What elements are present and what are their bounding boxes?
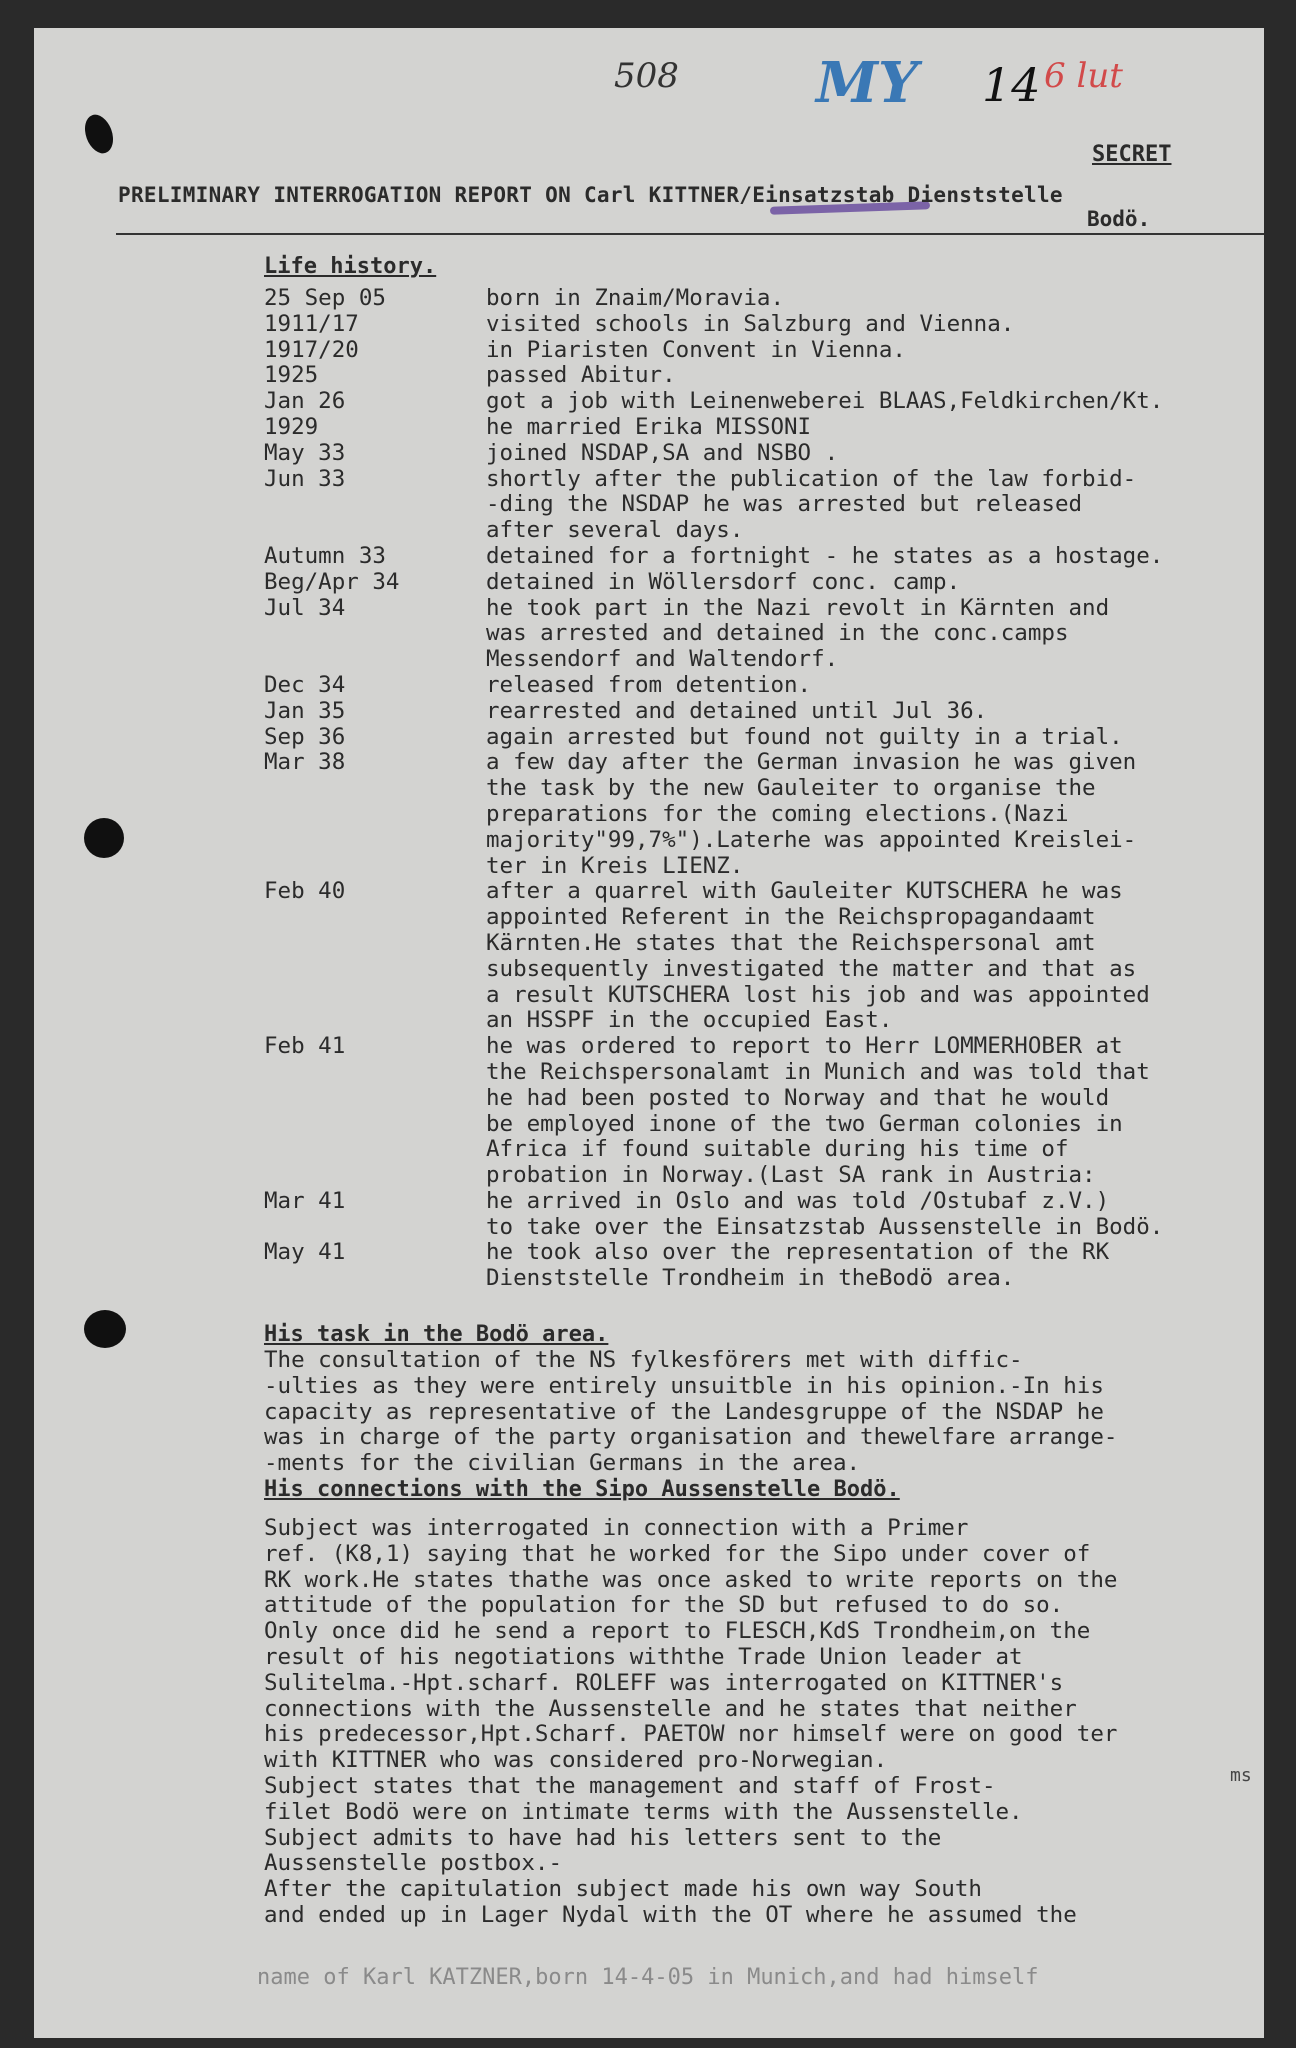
timeline-text-line: detained in Wöllersdorf conc. camp. bbox=[486, 568, 961, 595]
timeline-entry bbox=[264, 570, 1264, 596]
timeline-entry bbox=[264, 1240, 1264, 1292]
margin-note: ms bbox=[1230, 1765, 1252, 1786]
timeline-text-line: he took part in the Nazi revolt in Kärnten and bbox=[486, 594, 1110, 621]
timeline-text bbox=[486, 570, 1264, 596]
timeline-text bbox=[486, 673, 1264, 699]
timeline-entry bbox=[264, 415, 1264, 441]
timeline-text-line: probation in Norway.(Last SA rank in Austria: bbox=[486, 1162, 1096, 1189]
text-line: with KITTNER who was considered pro-Norwegian. bbox=[264, 1747, 888, 1774]
text-line: Subject admits to have had his letters sent to the bbox=[264, 1824, 942, 1851]
timeline-text-line: visited schools in Salzburg and Vienna. bbox=[486, 310, 1015, 337]
timeline-text bbox=[486, 338, 1264, 364]
text-line: and ended up in Lager Nydal with the OT where he assumed the bbox=[264, 1901, 1077, 1928]
timeline-text-line: Kärnten.He states that the Reichspersonal amt bbox=[486, 929, 1096, 956]
timeline-text-line: the Reichspersonalamt in Munich and was told that bbox=[486, 1058, 1150, 1085]
timeline-text-line: preparations for the coming elections.(Nazi bbox=[486, 800, 1069, 827]
timeline-entry bbox=[264, 363, 1264, 389]
punch-hole-top bbox=[80, 111, 118, 157]
timeline-date: May 33 bbox=[264, 439, 346, 466]
task-section-heading: His task in the Bodö area. bbox=[264, 1322, 609, 1347]
text-line: After the capitulation subject made his own way South bbox=[264, 1876, 982, 1903]
timeline-text-line: again arrested but found not guilty in a trial. bbox=[486, 723, 1123, 750]
timeline-text-line: subsequently investigated the matter and that as bbox=[486, 955, 1137, 982]
life-history-heading: Life history. bbox=[264, 254, 437, 279]
text-line: connections with the Aussenstelle and he states that neither bbox=[264, 1695, 1077, 1722]
text-line: result of his negotiations withthe Trade Union leader at bbox=[264, 1643, 1023, 1670]
timeline-text bbox=[486, 363, 1264, 389]
punch-hole-bottom bbox=[84, 1310, 126, 1348]
timeline-text-line: -ding the NSDAP he was arrested but released bbox=[486, 491, 1083, 518]
timeline-entry bbox=[264, 312, 1264, 338]
timeline-text bbox=[486, 441, 1264, 467]
timeline-text-line: he had been posted to Norway and that he would bbox=[486, 1084, 1110, 1111]
connections-section-text bbox=[264, 1516, 1264, 1929]
timeline-date: Autumn 33 bbox=[264, 542, 386, 569]
timeline-entry bbox=[264, 544, 1264, 570]
text-line: Sulitelma.-Hpt.scharf. ROLEFF was interrogated on KITTNER's bbox=[264, 1669, 1064, 1696]
timeline-text-line: Messendorf and Waltendorf. bbox=[486, 646, 839, 673]
timeline-entry bbox=[264, 338, 1264, 364]
timeline-entry bbox=[264, 725, 1264, 751]
timeline-text-line: majority"99,7%").Laterhe was appointed Kreislei- bbox=[486, 826, 1137, 853]
timeline-date: 25 Sep 05 bbox=[264, 285, 386, 311]
timeline-text bbox=[486, 389, 1264, 415]
timeline-date: Dec 34 bbox=[264, 671, 346, 698]
timeline-date: 1911/17 bbox=[264, 310, 359, 337]
timeline-text-line: after a quarrel with Gauleiter KUTSCHERA he was bbox=[486, 878, 1123, 905]
text-line: ref. (K8,1) saying that he worked for the Sipo under cover of bbox=[264, 1540, 1091, 1567]
timeline-text bbox=[486, 467, 1264, 544]
timeline-date: 1925 bbox=[264, 362, 319, 389]
connections-section-heading: His connections with the Sipo Aussenstelle Bodö. bbox=[264, 1477, 900, 1502]
classification-stamp: SECRET bbox=[1092, 142, 1172, 167]
timeline-text-line: he arrived in Oslo and was told /Ostubaf z.V.) bbox=[486, 1187, 1110, 1214]
timeline-entry bbox=[264, 441, 1264, 467]
timeline-text bbox=[486, 286, 1264, 312]
timeline-text bbox=[486, 699, 1264, 725]
document-page bbox=[34, 28, 1264, 2038]
timeline-text-line: detained for a fortnight - he states as a hostage. bbox=[486, 542, 1164, 569]
punch-hole-middle bbox=[84, 818, 124, 858]
timeline-date: Feb 40 bbox=[264, 878, 346, 905]
timeline-text-line: passed Abitur. bbox=[486, 362, 676, 389]
timeline-text-line: he married Erika MISSONI bbox=[486, 413, 812, 440]
timeline-date: Jan 26 bbox=[264, 388, 346, 415]
task-section-text bbox=[264, 1348, 1264, 1477]
timeline-text bbox=[486, 544, 1264, 570]
life-history-timeline bbox=[264, 286, 1264, 1292]
timeline-date: Sep 36 bbox=[264, 723, 346, 750]
timeline-date: May 41 bbox=[264, 1239, 346, 1266]
timeline-text-line: the task by the new Gauleiter to organise the bbox=[486, 775, 1096, 802]
timeline-text bbox=[486, 1189, 1264, 1241]
timeline-text bbox=[486, 725, 1264, 751]
handwritten-blue-initials: MY bbox=[816, 50, 918, 116]
timeline-text-line: appointed Referent in the Reichspropagandaamt bbox=[486, 904, 1096, 931]
handwritten-number-508: 508 bbox=[614, 56, 679, 96]
handwritten-red-note: 6 lut bbox=[1044, 56, 1123, 96]
timeline-text-line: to take over the Einsatzstab Aussenstelle in Bodö. bbox=[486, 1213, 1164, 1240]
timeline-entry bbox=[264, 389, 1264, 415]
handwritten-number-14: 14 bbox=[982, 58, 1041, 112]
text-line: Only once did he send a report to FLESCH,KdS Trondheim,on the bbox=[264, 1618, 1091, 1645]
text-line: RK work.He states thathe was once asked to write reports on the bbox=[264, 1566, 1118, 1593]
timeline-entry bbox=[264, 879, 1264, 1034]
timeline-text-line: Dienststelle Trondheim in theBodö area. bbox=[486, 1265, 1015, 1292]
timeline-text bbox=[486, 1034, 1264, 1189]
timeline-text-line: rearrested and detained until Jul 36. bbox=[486, 697, 988, 724]
title-divider bbox=[116, 233, 1264, 235]
timeline-text-line: an HSSPF in the occupied East. bbox=[486, 1007, 893, 1034]
timeline-text bbox=[486, 312, 1264, 338]
timeline-entry bbox=[264, 596, 1264, 673]
timeline-date: Feb 41 bbox=[264, 1033, 346, 1060]
timeline-text bbox=[486, 596, 1264, 673]
timeline-entry bbox=[264, 673, 1264, 699]
text-line: his predecessor,Hpt.Scharf. PAETOW nor himself were on good ter bbox=[264, 1721, 1118, 1748]
text-line: capacity as representative of the Landesgruppe of the NSDAP he bbox=[264, 1398, 1104, 1425]
timeline-text bbox=[486, 879, 1264, 1034]
timeline-entry bbox=[264, 1189, 1264, 1241]
timeline-text-line: was arrested and detained in the conc.camps bbox=[486, 620, 1069, 647]
timeline-date: 1929 bbox=[264, 413, 319, 440]
timeline-text-line: in Piaristen Convent in Vienna. bbox=[486, 336, 906, 363]
timeline-text-line: Africa if found suitable during his time of bbox=[486, 1136, 1069, 1163]
timeline-text-line: released from detention. bbox=[486, 671, 812, 698]
timeline-text-line: a few day after the German invasion he was given bbox=[486, 749, 1137, 776]
timeline-text-line: a result KUTSCHERA lost his job and was appointed bbox=[486, 981, 1150, 1008]
text-line: was in charge of the party organisation and thewelfare arrange- bbox=[264, 1424, 1118, 1451]
timeline-entry bbox=[264, 286, 1264, 312]
timeline-text bbox=[486, 415, 1264, 441]
timeline-date: Jan 35 bbox=[264, 697, 346, 724]
carbon-footer-text: name of Karl KATZNER,born 14-4-05 in Munich,and had himself bbox=[257, 1965, 1039, 1990]
text-line: Subject states that the management and staff of Frost- bbox=[264, 1772, 996, 1799]
timeline-text-line: born in Znaim/Moravia. bbox=[486, 285, 785, 311]
timeline-text-line: ter in Kreis LIENZ. bbox=[486, 852, 744, 879]
timeline-text-line: after several days. bbox=[486, 517, 744, 544]
timeline-text-line: joined NSDAP,SA and NSBO . bbox=[486, 439, 839, 466]
report-title: PRELIMINARY INTERROGATION REPORT ON Carl KITTNER/Einsatzstab Dienststelle bbox=[118, 183, 1063, 207]
text-line: attitude of the population for the SD but refused to do so. bbox=[264, 1592, 1064, 1619]
timeline-text-line: he was ordered to report to Herr LOMMERHOBER at bbox=[486, 1033, 1123, 1060]
timeline-date: Beg/Apr 34 bbox=[264, 568, 400, 595]
timeline-entry bbox=[264, 467, 1264, 544]
text-line: filet Bodö were on intimate terms with the Aussenstelle. bbox=[264, 1798, 1023, 1825]
timeline-text-line: be employed inone of the two German colonies in bbox=[486, 1110, 1123, 1137]
text-line: The consultation of the NS fylkesförers met with diffic- bbox=[264, 1347, 1023, 1373]
timeline-entry bbox=[264, 1034, 1264, 1189]
text-line: -ments for the civilian Germans in the area. bbox=[264, 1450, 861, 1477]
timeline-date: Jul 34 bbox=[264, 594, 346, 621]
timeline-text-line: got a job with Leinenweberei BLAAS,Feldkirchen/Kt. bbox=[486, 388, 1164, 415]
text-line: -ulties as they were entirely unsuitble in his opinion.-In his bbox=[264, 1372, 1104, 1399]
timeline-date: Mar 38 bbox=[264, 749, 346, 776]
timeline-entry bbox=[264, 699, 1264, 725]
timeline-date: 1917/20 bbox=[264, 336, 359, 363]
report-title-line2: Bodö. bbox=[1087, 207, 1151, 231]
text-line: Aussenstelle postbox.- bbox=[264, 1850, 563, 1877]
timeline-text-line: he took also over the representation of the RK bbox=[486, 1239, 1110, 1266]
timeline-entry bbox=[264, 750, 1264, 879]
timeline-date: Jun 33 bbox=[264, 465, 346, 492]
timeline-date: Mar 41 bbox=[264, 1187, 346, 1214]
timeline-text bbox=[486, 1240, 1264, 1292]
text-line: Subject was interrogated in connection with a Primer bbox=[264, 1515, 969, 1541]
timeline-text-line: shortly after the publication of the law forbid- bbox=[486, 465, 1137, 492]
timeline-text bbox=[486, 750, 1264, 879]
